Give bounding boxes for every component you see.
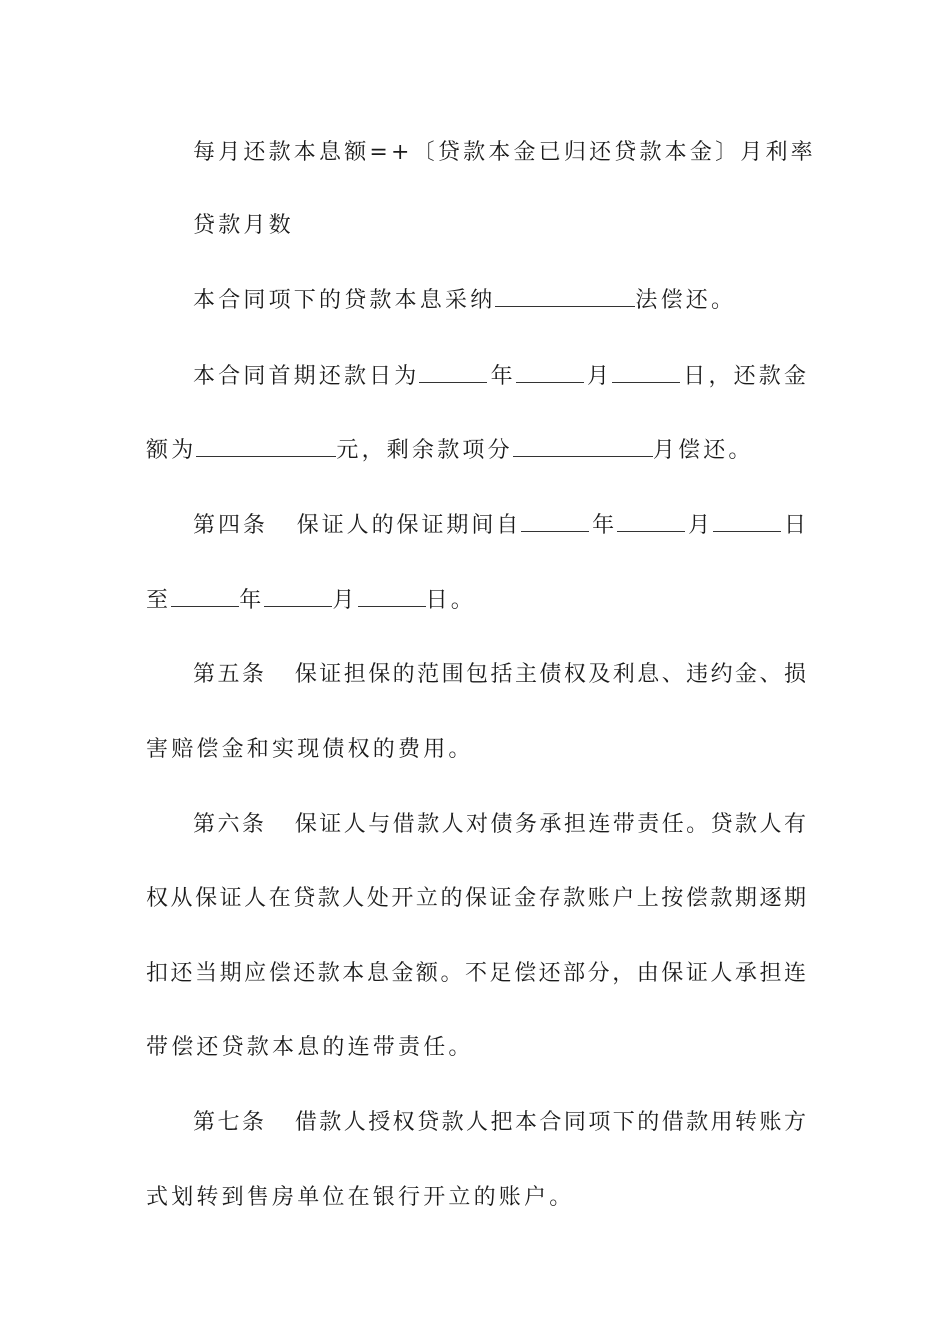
formula-denominator-text: 贷款月数 (193, 213, 294, 238)
amount-suffix: 月偿还。 (652, 438, 754, 463)
article4-to: 至 (146, 588, 172, 613)
first-payment-line (193, 362, 806, 392)
article6-text2: 权从保证人在贷款人处开立的保证金存款账户上按偿款期逐期 (146, 886, 806, 911)
amount-prefix: 额为 (146, 438, 197, 463)
article4-year-blank[interactable] (521, 511, 589, 532)
article7-line1 (193, 1108, 806, 1138)
article6-line2 (146, 884, 806, 914)
first-year-label: 年 (487, 364, 516, 389)
article7-text2: 式划转到售房单位在银行开立的账户。 (146, 1185, 575, 1210)
article6-text1: 保证人与借款人对债务承担连带责任。贷款人有 (292, 812, 806, 837)
article4-month2: 月 (332, 588, 358, 613)
first-month-blank[interactable] (516, 362, 584, 383)
article6-line4 (146, 1033, 806, 1063)
article6-title: 第六条 (193, 812, 267, 837)
repayment-method-line (193, 286, 806, 316)
article6-text3: 扣还当期应偿还款本息金额。不足偿还部分，由保证人承担连 (146, 961, 806, 986)
article7-title: 第七条 (193, 1110, 267, 1135)
article4-month: 月 (685, 513, 714, 538)
months-blank[interactable] (513, 436, 653, 457)
amount-blank[interactable] (196, 436, 336, 457)
article4-year: 年 (589, 513, 618, 538)
amount-line (146, 436, 806, 466)
article4-month-blank[interactable] (617, 511, 685, 532)
article4-text: 保证人的保证期间自 (293, 513, 522, 538)
article4-year2-blank[interactable] (171, 586, 239, 607)
article5-text1: 保证担保的范围包括主债权及利息、违约金、损 (292, 662, 806, 687)
article5-text2: 害赔偿金和实现债权的费用。 (146, 737, 474, 762)
article4-month2-blank[interactable] (264, 586, 332, 607)
formula-text: 每月还款本息额=+〔贷款本金已归还贷款本金〕月利率 (193, 140, 816, 165)
first-year-blank[interactable] (419, 362, 487, 383)
formula-denominator-line (193, 211, 806, 241)
first-day-blank[interactable] (612, 362, 680, 383)
article6-text4: 带偿还贷款本息的连带责任。 (146, 1035, 474, 1060)
article6-line1 (193, 810, 806, 840)
article5-title: 第五条 (193, 662, 267, 687)
article4-title: 第四条 (193, 513, 268, 538)
method-suffix: 法偿还。 (635, 288, 737, 313)
method-blank[interactable] (495, 286, 635, 307)
first-payment-prefix: 本合同首期还款日为 (193, 364, 420, 389)
article4-line2 (146, 586, 806, 616)
yuan-label: 元，剩余款项分 (336, 438, 513, 463)
article4-year2: 年 (239, 588, 265, 613)
article4-day-blank[interactable] (713, 511, 781, 532)
formula-line (193, 138, 816, 168)
article7-text1: 借款人授权贷款人把本合同项下的借款用转账方 (292, 1110, 806, 1135)
article6-line3 (146, 959, 806, 989)
article5-line1 (193, 660, 806, 690)
article7-line2 (146, 1183, 806, 1213)
article4-line1 (193, 511, 806, 541)
first-day-amount-label: 日，还款金 (680, 364, 806, 389)
first-month-label: 月 (583, 364, 613, 389)
article4-day: 日 (781, 513, 806, 538)
article5-line2 (146, 735, 806, 765)
article4-day2: 日。 (425, 588, 477, 613)
article4-day2-blank[interactable] (358, 586, 426, 607)
method-prefix: 本合同项下的贷款本息采纳 (193, 288, 496, 313)
